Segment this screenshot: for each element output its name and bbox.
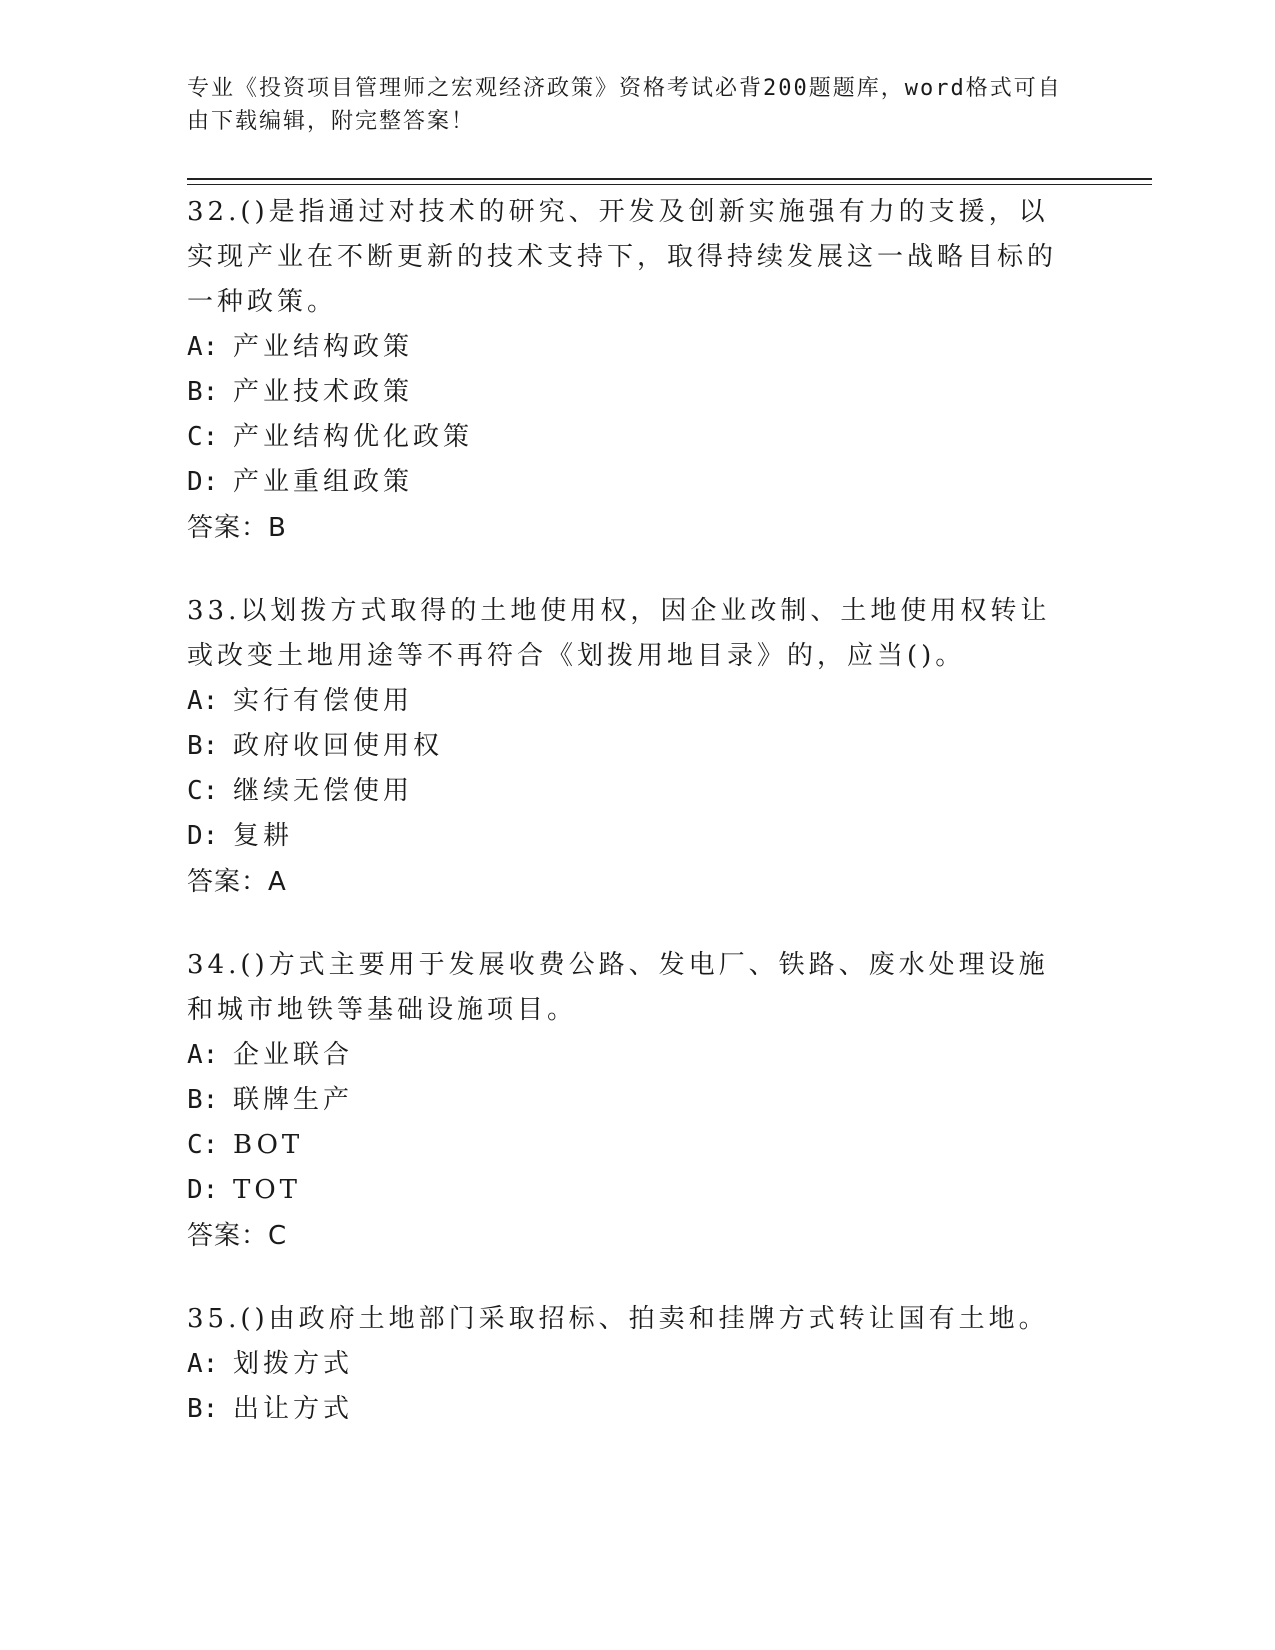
option-d (187, 814, 1077, 859)
option-letter: A: (187, 1349, 219, 1379)
answer-line: 答案：A (187, 867, 287, 897)
option-text: 联牌生产 (233, 1085, 354, 1115)
question-stem: 33.以划拨方式取得的土地使用权，因企业改制、土地使用权转让或改变土地用途等不再符合《划拨用地目录》的，应当()。 (187, 596, 1051, 671)
option-letter: D: (187, 1175, 219, 1205)
option-d (187, 460, 1077, 505)
option-letter: D: (187, 467, 219, 497)
option-text: TOT (233, 1175, 301, 1205)
option-letter: D: (187, 821, 219, 851)
option-letter: B: (187, 1085, 219, 1115)
option-b (187, 1078, 1077, 1123)
option-letter: C: (187, 422, 219, 452)
option-d (187, 1168, 1077, 1213)
option-text: 划拨方式 (233, 1349, 354, 1379)
option-a (187, 325, 1077, 370)
answer-line: 答案：B (187, 513, 287, 543)
option-letter: B: (187, 731, 219, 761)
option-b (187, 370, 1077, 415)
option-text: 实行有偿使用 (233, 686, 414, 716)
option-text: 产业结构政策 (233, 332, 414, 362)
option-a (187, 1342, 1077, 1387)
option-a (187, 679, 1077, 724)
question-stem: 35.()由政府土地部门采取招标、拍卖和挂牌方式转让国有土地。 (187, 1304, 1049, 1334)
option-c (187, 415, 1077, 460)
option-letter: A: (187, 1040, 219, 1070)
option-letter: B: (187, 1394, 219, 1424)
option-text: 继续无偿使用 (233, 776, 414, 806)
document-header: 专业《投资项目管理师之宏观经济政策》资格考试必背200题题库，word格式可自由下载编辑，附完整答案！ (187, 76, 1062, 134)
header-rule-thin (187, 184, 1152, 185)
option-text: 出让方式 (233, 1394, 354, 1424)
question-32 (187, 190, 1077, 551)
answer-line: 答案：C (187, 1221, 288, 1251)
option-c (187, 1123, 1077, 1168)
option-letter: A: (187, 332, 219, 362)
option-a (187, 1033, 1077, 1078)
option-b (187, 724, 1077, 769)
option-text: BOT (233, 1130, 304, 1160)
option-text: 政府收回使用权 (233, 731, 444, 761)
option-text: 产业结构优化政策 (233, 422, 474, 452)
option-text: 复耕 (233, 821, 294, 851)
option-letter: A: (187, 686, 219, 716)
option-text: 产业重组政策 (233, 467, 414, 497)
option-letter: B: (187, 377, 219, 407)
option-c (187, 769, 1077, 814)
question-33 (187, 589, 1077, 905)
question-list (187, 190, 1077, 1470)
option-letter: C: (187, 776, 219, 806)
option-b (187, 1387, 1077, 1432)
question-stem: 34.()方式主要用于发展收费公路、发电厂、铁路、废水处理设施和城市地铁等基础设施项目。 (187, 950, 1049, 1025)
header-rule-thick (187, 178, 1152, 180)
option-text: 企业联合 (233, 1040, 354, 1070)
question-stem: 32.()是指通过对技术的研究、开发及创新实施强有力的支援，以实现产业在不断更新的技术支持下，取得持续发展这一战略目标的一种政策。 (187, 197, 1058, 317)
question-34 (187, 943, 1077, 1259)
option-letter: C: (187, 1130, 219, 1160)
option-text: 产业技术政策 (233, 377, 414, 407)
question-35 (187, 1297, 1077, 1432)
